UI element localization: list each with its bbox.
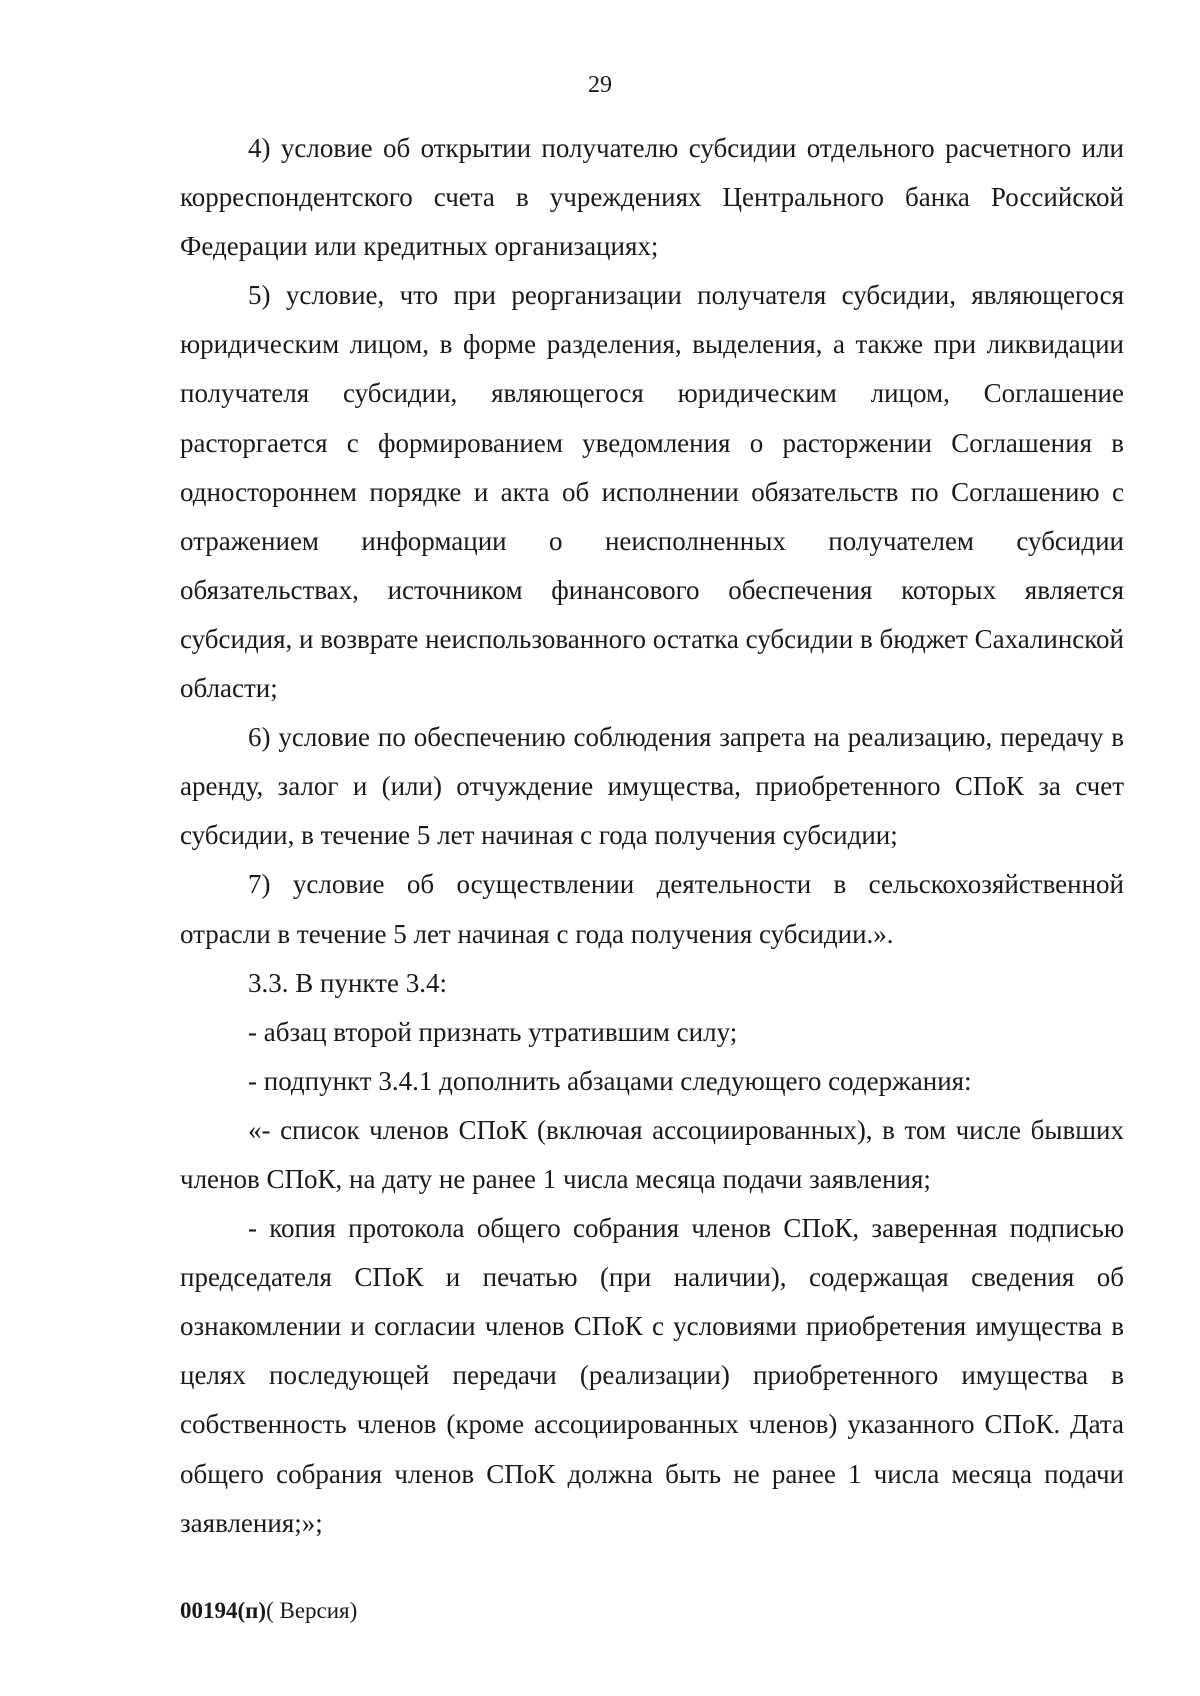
paragraph-members-list: «- список членов СПоК (включая ассоциированных), в том числе бывших членов СПоК, на дату не ранее 1 числа месяца подачи заявления; [180,1114,1124,1194]
paragraph-item-4: 4) условие об открытии получателю субсидии отдельного расчетного или корреспондентского счета в учреждениях Центрального банка Российской Федерации или кредитных организациях; [180,133,1124,262]
document-code: 00194(п) [180,1598,267,1623]
paragraph-item-5: 5) условие, что при реорганизации получателя субсидии, являющегося юридическим лицом, в форме разделения, выделения, а также при ликвидации получателя субсидии, являющегося юридическим лицом, Соглашение расторгается с формированием уведомления о расторжении Соглашения в одностороннем порядке и акта об исполнении обязательств по Соглашению с отражением информации о неисполненных получателем субсидии обязательствах, источником финансового обеспечения которых является субсидия, и возврате неиспользованного остатка субсидии в бюджет Сахалинской области; [180,280,1124,704]
paragraph-item-7: 7) условие об осуществлении деятельности в сельскохозяйственной отрасли в течение 5 лет начиная с года получения субсидии.». [180,869,1124,949]
paragraph-amendment-2: - подпункт 3.4.1 дополнить абзацами следующего содержания: [248,1065,972,1096]
paragraph-item-6: 6) условие по обеспечению соблюдения запрета на реализацию, передачу в аренду, залог и (или) отчуждение имущества, приобретенного СПоК за счет субсидии, в течение 5 лет начиная с года получения субсидии; [180,722,1124,851]
paragraph-protocol-copy: - копия протокола общего собрания членов СПоК, заверенная подписью председателя СПоК и печатью (при наличии), содержащая сведения об ознакомлении и согласии членов СПоК с условиями приобретения имущества в целях последующей передачи (реализации) приобретенного имущества в собственность членов (кроме ассоциированных членов) указанного СПоК. Дата общего собрания членов СПоК должна быть не ранее 1 числа месяца подачи заявления;»; [180,1213,1124,1538]
page-number: 29 [588,72,612,98]
document-footer [180,1596,357,1626]
paragraph-amendment-1: - абзац второй признать утратившим силу; [248,1016,738,1047]
document-body [180,124,1124,1548]
paragraph-section-3-3: 3.3. В пункте 3.4: [248,967,447,998]
document-version: ( Версия) [266,1598,358,1623]
